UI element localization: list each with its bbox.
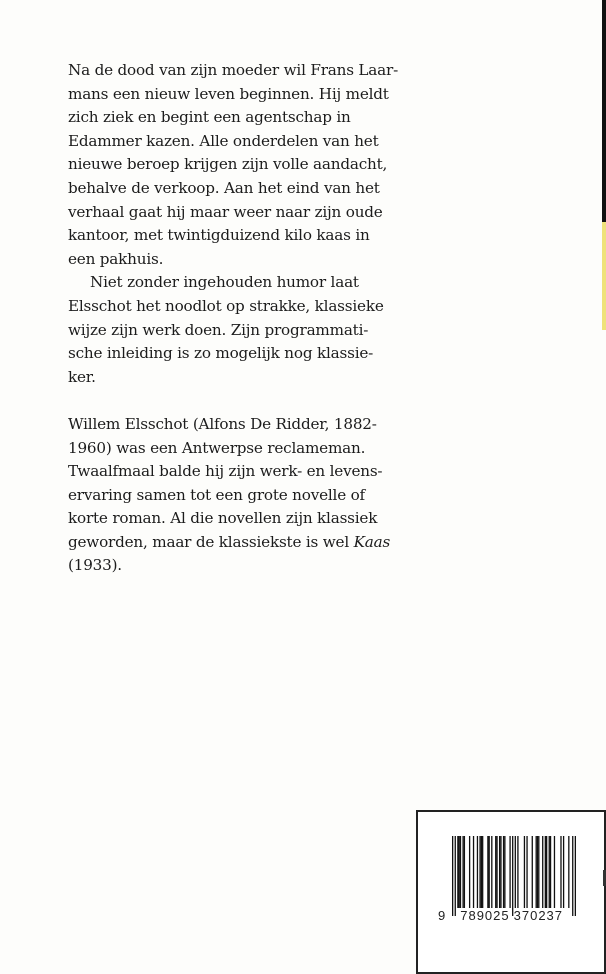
text-line: nieuwe beroep krijgen zijn volle aandacht, [68,155,388,174]
text-line: een pakhuis. [68,249,164,268]
barcode-bar [563,836,564,908]
barcode-bar [452,836,453,916]
barcode [452,836,576,916]
text-line: kantoor, met twintigduizend kilo kaas in [68,226,370,245]
barcode-bar [477,836,478,908]
barcode-bar [538,836,539,908]
barcode-bar [491,836,492,908]
barcode-bar [568,836,569,908]
barcode-bar [560,836,561,908]
barcode-bar [489,836,490,908]
text-line: Na de dood van zijn moeder wil Frans Laar- [68,61,399,79]
barcode-bar [464,836,465,908]
barcode-bar [524,836,525,908]
barcode-bar [549,836,550,908]
barcode-bar [482,836,483,908]
text-line: korte roman. Al die novellen zijn klassiek [68,509,378,528]
barcode-bar [457,836,458,908]
text-line: Twaalfmaal balde hij zijn werk- en levens- [68,462,383,481]
text-line [68,531,428,555]
barcode-bar [496,836,497,908]
isbn-barcode-box [416,810,606,974]
text-line: Willem Elsschot (Alfons De Ridder, 1882- [68,414,377,433]
barcode-bar [546,836,547,908]
barcode-bar [459,836,460,908]
synopsis-paragraph [68,59,428,271]
text-line: Edammer kazen. Alle onderdelen van het [68,131,379,150]
text-line: sche inleiding is zo mogelijk nog klassie- [68,344,374,363]
barcode-bar [504,836,505,908]
text-line: Niet zonder ingehouden humor laat [90,273,359,292]
spine-edge-yellow [602,222,606,330]
text-line: behalve de verkoop. Aan het eind van het [68,178,380,197]
text-line: zich ziek en begint een agentschap in [68,108,351,127]
paragraph-gap [68,389,428,413]
barcode-bar [462,836,463,908]
barcode-bar [473,836,474,908]
barcode-bar [495,836,496,908]
barcode-digits [438,908,563,923]
text-line: 1960) was een Antwerpse reclameman. [68,438,366,457]
barcode-bar [545,836,546,908]
barcode-bar [500,836,501,908]
author-bio-paragraph [68,413,428,578]
barcode-bar [554,836,555,908]
barcode-bar [537,836,538,908]
barcode-bar [515,836,516,916]
barcode-bar [575,836,576,916]
barcode-bar [503,836,504,908]
barcode-bar [532,836,533,908]
barcode-first-digit: 9 [438,908,447,923]
text-line: ervaring samen tot een grote novelle of [68,485,365,504]
text-line: (1933). [68,556,122,575]
barcode-bar [479,836,480,908]
text-line-part: geworden, maar de klassiekste is wel [68,532,349,551]
back-cover-text [68,59,428,578]
text-line: verhaal gaat hij maar weer naar zijn oude [68,202,383,221]
barcode-bar [512,836,513,916]
spine-edge-black [602,0,606,222]
barcode-bar [481,836,482,908]
barcode-bar [542,836,543,908]
barcode-bar [469,836,470,908]
barcode-bar [536,836,537,908]
barcode-bar [550,836,551,908]
barcode-bar [460,836,461,908]
barcode-bar [572,836,573,916]
barcode-bar [455,836,456,916]
barcode-bar [509,836,510,908]
barcode-bar [487,836,488,908]
barcode-bar [526,836,527,908]
barcode-bar [499,836,500,908]
barcode-group-1: 789025 [460,908,510,923]
text-line: Elsschot het noodlot op strakke, klassieke [68,296,384,315]
barcode-group-2: 370237 [513,908,564,923]
text-line: ker. [68,367,96,386]
book-title: Kaas [353,532,391,551]
barcode-bar [517,836,518,908]
text-line: mans een nieuw leven beginnen. Hij meldt [68,84,389,103]
text-line: wijze zijn werk doen. Zijn programmati- [68,320,369,339]
commentary-paragraph [68,271,428,389]
